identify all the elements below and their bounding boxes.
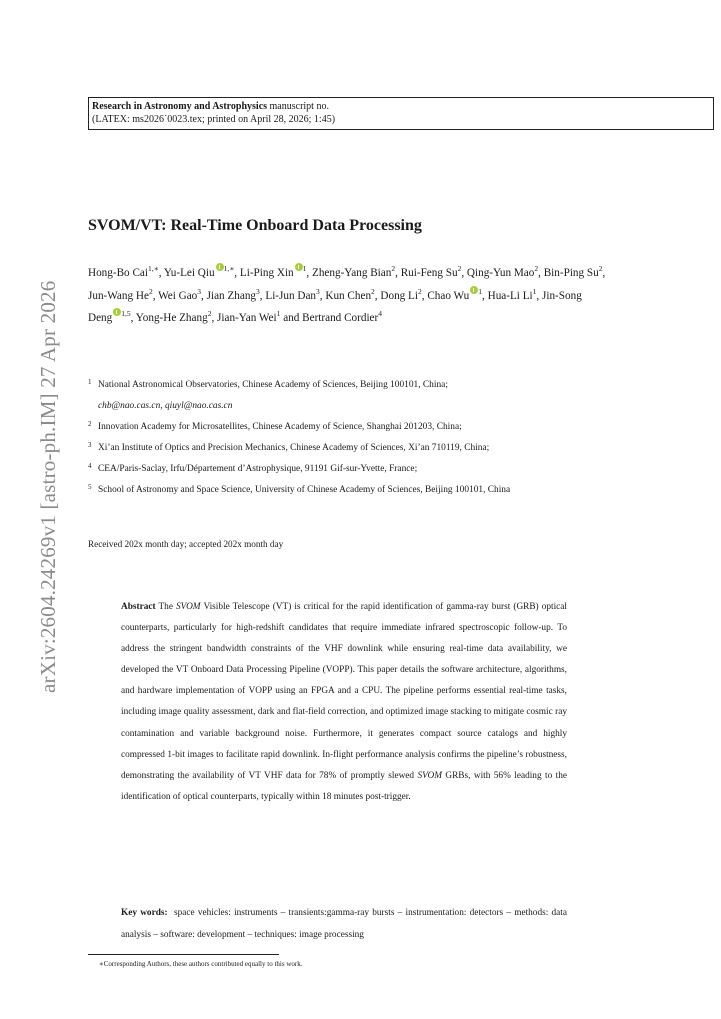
author-affiliation-mark: 1,∗ xyxy=(223,264,235,273)
affiliation-number: 4 xyxy=(88,462,92,470)
manuscript-label: manuscript no. xyxy=(269,101,329,112)
affiliation-text: Innovation Academy for Microsatellites, Chinese Academy of Science, Shanghai 201203, China; xyxy=(98,422,462,432)
author-name: Hua-Li Li xyxy=(487,289,533,302)
author-affiliation-mark: 2 xyxy=(207,309,212,318)
author xyxy=(88,286,153,302)
authors-conjunction: and xyxy=(283,312,300,324)
author-affiliation-mark: 2 xyxy=(598,264,603,273)
affiliation-text: National Astronomical Observatories, Chinese Academy of Sciences, Beijing 100101, China; xyxy=(98,380,448,390)
paper-title: SVOM/VT: Real-Time Onboard Data Processing xyxy=(88,217,422,234)
affiliation-item xyxy=(88,438,618,459)
abstract-tail: GRBs, with 56% leading to the identification of optical counterparts, typically within 18 minutes post-trigger. xyxy=(121,770,567,802)
author-name: Qing-Yun Mao xyxy=(466,267,535,279)
affiliation-item xyxy=(88,459,618,480)
author-name: Hong-Bo Cai xyxy=(88,267,148,279)
abstract-svom: SVOM xyxy=(176,602,201,612)
affiliation-number: 5 xyxy=(88,483,92,491)
author-name: Wei Gao xyxy=(158,289,198,302)
author-affiliation-mark: 1 xyxy=(478,286,483,296)
author-name: Bin-Ping Su xyxy=(543,267,599,279)
author-affiliation-mark: 1 xyxy=(532,286,537,296)
orcid-icon[interactable] xyxy=(216,263,224,271)
abstract-text: Visible Telescope (VT) is critical for the rapid identification of gamma-ray burst (GRB) optical counterparts, particularly for high-redshift candidates that require immediate infrared spectroscopic follow-up. To address the stringent bandwidth constraints of the VHF downlink while ensuring real-time data availability, we developed the VT Onboard Data Processing Pipeline (VOPP). This paper details the software architecture, algorithms, and hardware implementation of VOPP using an FPGA and a CPU. The pipeline performs essential real-time tasks, including image quality assessment, dark and flat-field correction, and optimized image stacking to mitigate cosmic ray contamination and variable background noise. Furthermore, it generates compact source catalogs and highly compressed 1-bit images to facilitate rapid downlink. In-flight performance analysis confirms the pipeline’s robustness, demonstrating the availability of VT VHF data for 78% of promptly slewed xyxy=(121,602,568,781)
affiliation-number: 2 xyxy=(88,420,92,428)
author-affiliation-mark: 1 xyxy=(276,309,281,318)
journal-header-box xyxy=(88,97,714,130)
author-name: Kun Chen xyxy=(325,289,372,302)
arxiv-stamp[interactable]: arXiv:2604.24269v1 [astro-ph.IM] 27 Apr 2026 xyxy=(36,280,60,693)
author-affiliation-mark: 2 xyxy=(534,264,539,273)
author-name: Jun-Wang He xyxy=(88,289,149,302)
affiliation-number: 3 xyxy=(88,441,92,449)
author-affiliation-mark: 1,5 xyxy=(121,309,131,318)
author xyxy=(88,264,159,279)
orcid-icon[interactable] xyxy=(295,263,303,271)
author-affiliation-mark: 2 xyxy=(391,264,396,273)
affiliation-item xyxy=(88,480,618,501)
author-name: Jin-Song Deng xyxy=(88,289,582,324)
author xyxy=(400,264,462,279)
author xyxy=(302,309,383,324)
affiliation-email[interactable]: chb@nao.cas.cn, qiuyl@nao.cas.cn xyxy=(98,401,233,411)
author-affiliation-mark: 3 xyxy=(256,286,260,296)
author xyxy=(325,286,375,302)
author-affiliation-mark: 2 xyxy=(457,264,462,273)
author-name: Bertrand Cordier xyxy=(302,312,379,324)
author xyxy=(135,309,212,324)
author-affiliation-mark: 3 xyxy=(316,286,320,296)
author-name: Li-Ping Xin xyxy=(239,267,294,279)
author-affiliation-mark: 4 xyxy=(378,309,383,318)
abstract-label: Abstract xyxy=(121,602,156,612)
author xyxy=(380,286,422,302)
keywords xyxy=(121,903,567,946)
author-list: Hong-Bo Cai$^{1,∗}$, Yu-Lei Qiu $^{1,∗}$, Li-Ping Xin $^1$, Zheng-Yang Bian$^2$, Rui-Feng Su$^2$, Qing-Yun Mao$^2$, Bin-Ping Su$^2$, Jun-Wang He$^2$, Wei Gao$^3$, Jian Zhang$^3$, Li-Jun Dan$^3$, Kun Chen$^2$, Dong Li$^2$, Chao Wu $^1$, Hua-Li Li$^1$, Jin-Song Deng $^{1,5}$, Yong-He Zhang$^2$, Jian-Yan Wei$^1$ and Bertrand Cordier$^4$ xyxy=(88,264,606,324)
author-affiliation-mark: 2 xyxy=(418,286,422,296)
author-name: Rui-Feng Su xyxy=(400,267,458,279)
footnote: ∗Corresponding Authors, these authors contributed equally to this work. xyxy=(99,960,303,968)
author xyxy=(158,286,202,302)
author-affiliation-mark: 3 xyxy=(197,286,202,296)
author xyxy=(163,264,235,279)
author-affiliation-mark: 2 xyxy=(148,286,153,296)
author-affiliation-mark: 1,∗ xyxy=(147,264,159,273)
author xyxy=(217,309,281,324)
author-name: Jian-Yan Wei xyxy=(217,312,277,324)
keywords-text: space vehicles: instruments – transients:gamma-ray bursts – instrumentation: detectors – methods: data analysis – software: development – techniques: image processing xyxy=(121,908,567,940)
affiliation-text: CEA/Paris-Saclay, Irfu/Département d’Astrophysique, 91191 Gif-sur-Yvette, France; xyxy=(98,464,418,474)
author xyxy=(239,264,307,279)
author-name: Zheng-Yang Bian xyxy=(312,267,392,279)
author-affiliation-mark: 1 xyxy=(302,264,307,273)
author xyxy=(466,264,539,279)
author xyxy=(265,286,320,302)
affiliation-item xyxy=(88,417,618,438)
abstract xyxy=(121,597,567,808)
journal-line xyxy=(92,100,710,113)
latex-line: (LATEX: ms2026˙0023.tex; printed on April 28, 2026; 1:45) xyxy=(92,114,336,125)
author-name: Dong Li xyxy=(380,289,418,302)
affiliation-text: Xi’an Institute of Optics and Precision Mechanics, Chinese Academy of Sciences, Xi’an 710119, China; xyxy=(98,443,490,453)
author-name: Yong-He Zhang xyxy=(135,312,208,324)
affiliation-list xyxy=(88,375,618,501)
author-name: Chao Wu xyxy=(427,289,470,302)
author-affiliation-mark: 2 xyxy=(371,286,375,296)
author-name: Jian Zhang xyxy=(206,289,257,302)
author xyxy=(312,264,396,279)
footnote-rule xyxy=(88,954,279,955)
author-name: Yu-Lei Qiu xyxy=(163,267,215,279)
affiliation-number: 1 xyxy=(88,378,92,386)
author-name: Li-Jun Dan xyxy=(265,289,317,302)
author xyxy=(543,264,603,279)
journal-name: Research in Astronomy and Astrophysics xyxy=(92,101,268,112)
received-line: Received 202x month day; accepted 202x month day xyxy=(88,539,284,549)
abstract-svom-2: SVOM xyxy=(417,770,442,781)
affiliation-item xyxy=(88,375,618,417)
affiliation-text: School of Astronomy and Space Science, University of Chinese Academy of Sciences, Beijing 100101, China xyxy=(98,485,511,495)
abstract-lead: The xyxy=(158,602,173,612)
author xyxy=(427,286,483,302)
author xyxy=(206,286,260,302)
author xyxy=(487,286,537,302)
orcid-icon[interactable] xyxy=(470,286,478,294)
keywords-label: Key words: xyxy=(121,908,168,918)
